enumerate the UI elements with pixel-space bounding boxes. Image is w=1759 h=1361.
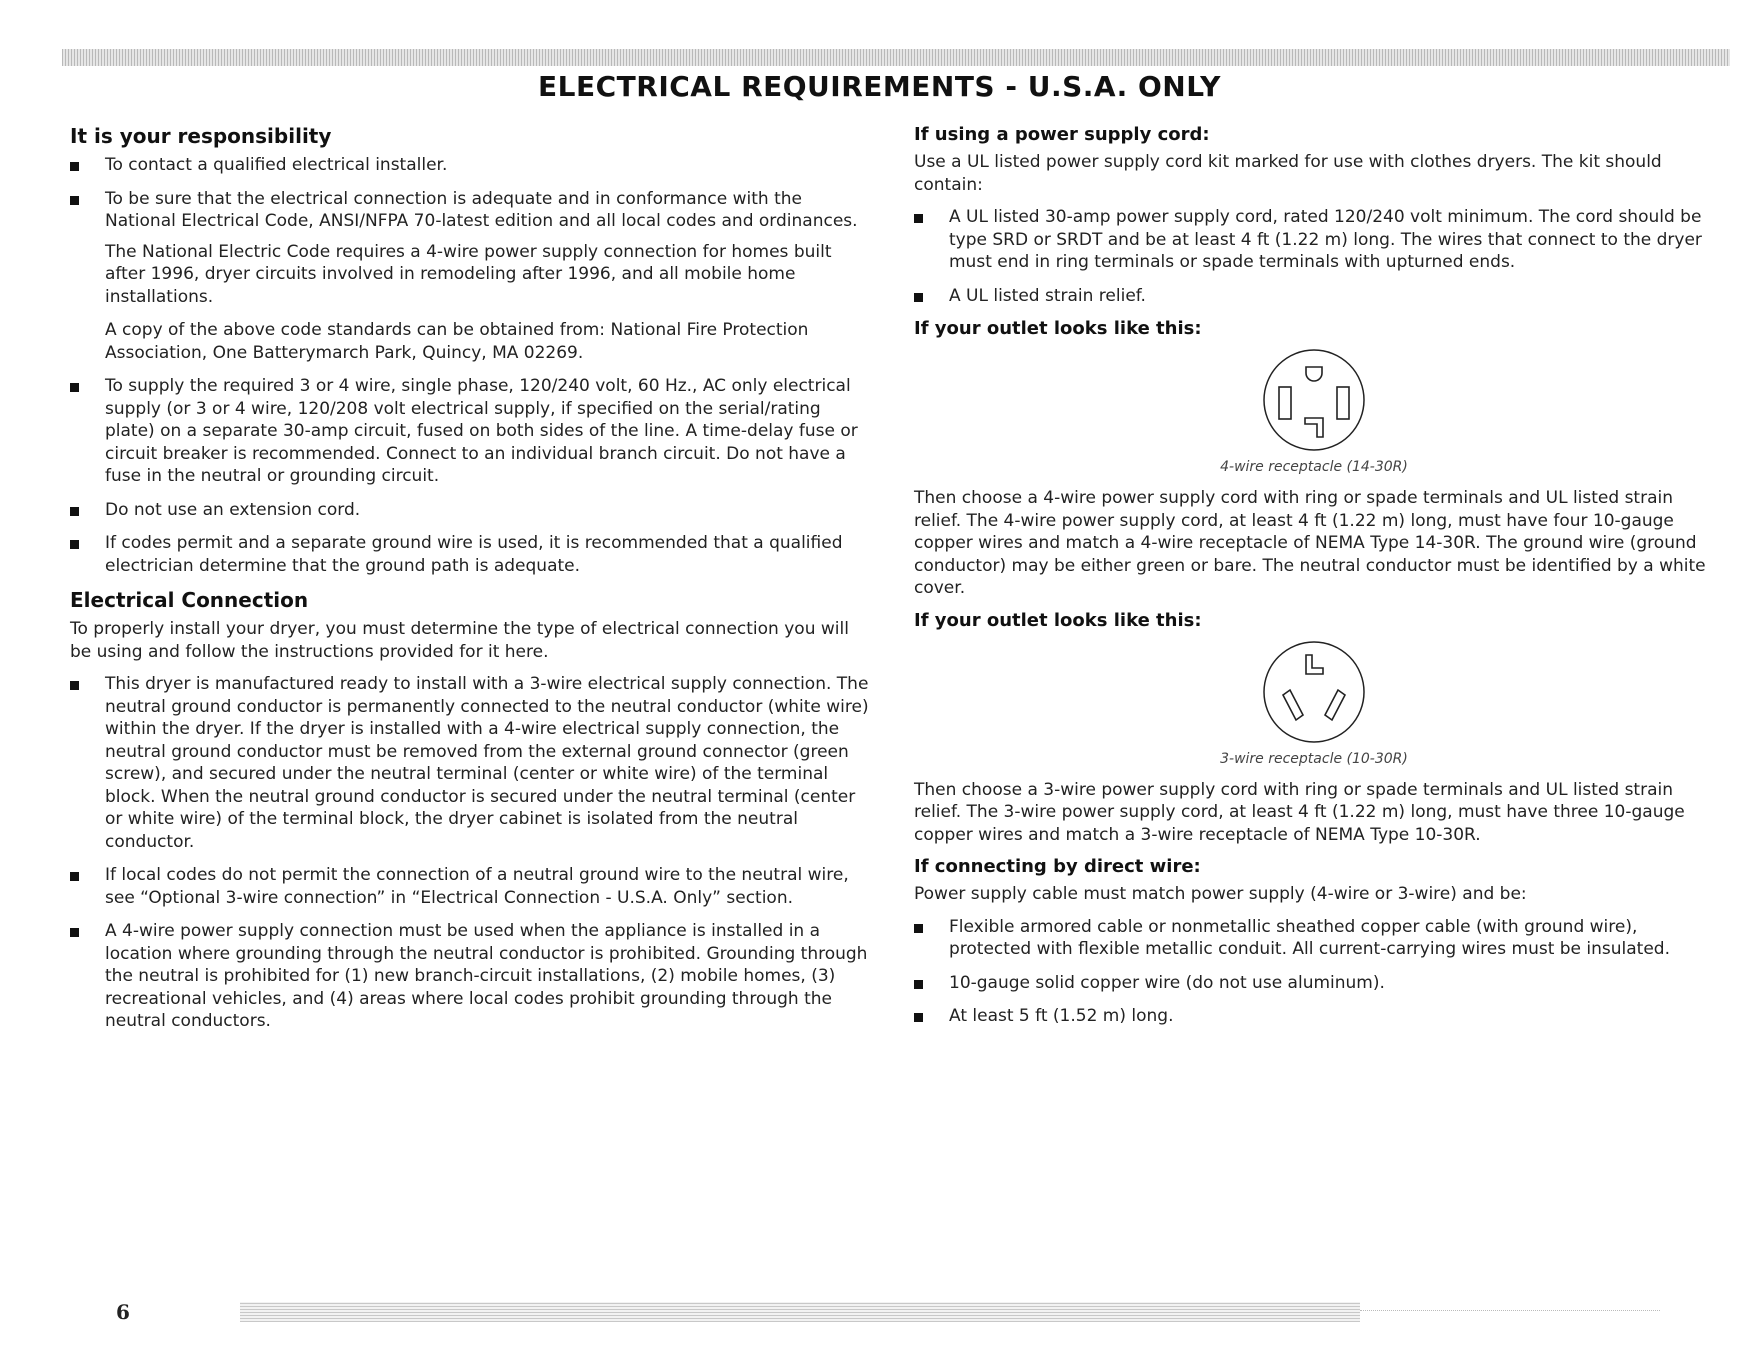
outlet-3wire-heading: If your outlet looks like this:	[914, 609, 1202, 631]
electrical-connection-list	[70, 673, 870, 1033]
responsibility-list-continued	[70, 375, 870, 577]
code-note: The National Electric Code requires a 4-wire power supply connection for homes built after 1996, dryer circuits involved in remodeling after 1996, and all mobile home installations.	[105, 241, 832, 307]
list-item: To be sure that the electrical connection is adequate and in conformance with the National Electrical Code, ANSI/NFPA 70-latest edition and all local codes and ordinances.	[70, 188, 870, 233]
list-item: A UL listed strain relief.	[914, 285, 1714, 308]
responsibility-heading: It is your responsibility	[70, 124, 332, 148]
list-item: At least 5 ft (1.52 m) long.	[914, 1005, 1714, 1028]
right-column	[914, 124, 1714, 1039]
list-item: A 4-wire power supply connection must be used when the appliance is installed in a location where grounding through the neutral conductor is prohibited. Grounding through the neutral is prohibited for (1) new branch-circuit installations, (2) mobile homes, (3) recreational vehicles, and (4) areas where local codes prohibit grounding through the neutral conductors.	[70, 920, 870, 1033]
list-item: 10-gauge solid copper wire (do not use aluminum).	[914, 972, 1714, 995]
power-cord-list	[914, 206, 1714, 307]
responsibility-list	[70, 154, 870, 233]
page-number: 6	[116, 1300, 130, 1324]
code-note: A copy of the above code standards can be obtained from: National Fire Protection Association, One Batterymarch Park, Quincy, MA 02269.	[105, 320, 809, 363]
list-item: This dryer is manufactured ready to install with a 3-wire electrical supply connection. The neutral ground conductor is permanently connected to the neutral conductor (white wire) within the dryer. If the dryer is installed with a 4-wire electrical supply connection, the neutral ground conductor must be removed from the external ground connector (green screw), and secured under the neutral terminal (center or white wire) of the terminal block. When the neutral ground conductor is secured under the neutral terminal (center or white wire) of the terminal block, the dryer cabinet is isolated from the neutral conductor.	[70, 673, 870, 853]
receptacle-4wire-icon	[1259, 345, 1369, 455]
list-item: To contact a qualified electrical installer.	[70, 154, 870, 177]
top-decorative-band	[62, 49, 1730, 66]
power-cord-heading: If using a power supply cord:	[914, 124, 1210, 145]
direct-wire-intro: Power supply cable must match power supply (4-wire or 3-wire) and be:	[914, 884, 1527, 904]
list-item: If codes permit and a separate ground wire is used, it is recommended that a qualified electrician determine that the ground path is adequate.	[70, 532, 870, 577]
list-item: Flexible armored cable or nonmetallic sheathed copper cable (with ground wire), protected with flexible metallic conduit. All current-carrying wires must be insulated.	[914, 916, 1714, 961]
receptacle-3wire-figure	[914, 637, 1714, 767]
electrical-connection-heading: Electrical Connection	[70, 588, 309, 612]
list-item: To supply the required 3 or 4 wire, single phase, 120/240 volt, 60 Hz., AC only electrical supply (or 3 or 4 wire, 120/208 volt electrical supply, if specified on the serial/rating plate) on a separate 30-amp circuit, fused on both sides of the line. A time-delay fuse or circuit breaker is recommended. Connect to an individual branch circuit. Do not have a fuse in the neutral or grounding circuit.	[70, 375, 870, 488]
bottom-dotted-rule	[1360, 1310, 1660, 1311]
receptacle-4wire-figure	[914, 345, 1714, 475]
list-item: If local codes do not permit the connection of a neutral ground wire to the neutral wire, see “Optional 3-wire connection” in “Electrical Connection - U.S.A. Only” section.	[70, 864, 870, 909]
bottom-decorative-band	[240, 1302, 1360, 1322]
list-item: Do not use an extension cord.	[70, 499, 870, 522]
direct-wire-list	[914, 916, 1714, 1028]
page-title: ELECTRICAL REQUIREMENTS - U.S.A. ONLY	[538, 70, 1221, 103]
electrical-connection-intro: To properly install your dryer, you must determine the type of electrical connection you will be using and follow the instructions provided for it here.	[70, 619, 849, 662]
receptacle-3wire-caption: 3-wire receptacle (10-30R)	[1220, 750, 1408, 767]
outlet-3wire-text: Then choose a 3-wire power supply cord with ring or spade terminals and UL listed strain relief. The 3-wire power supply cord, at least 4 ft (1.22 m) long, must have three 10-gauge copper wires and match a 3-wire receptacle of NEMA Type 10-30R.	[914, 779, 1685, 845]
list-item: A UL listed 30-amp power supply cord, rated 120/240 volt minimum. The cord should be type SRD or SRDT and be at least 4 ft (1.22 m) long. The wires that connect to the dryer must end in ring terminals or spade terminals with upturned ends.	[914, 206, 1714, 274]
direct-wire-heading: If connecting by direct wire:	[914, 856, 1201, 877]
power-cord-intro: Use a UL listed power supply cord kit marked for use with clothes dryers. The kit should contain:	[914, 152, 1662, 195]
outlet-4wire-heading: If your outlet looks like this:	[914, 318, 1202, 339]
receptacle-4wire-caption: 4-wire receptacle (14-30R)	[1220, 459, 1408, 475]
left-column	[70, 124, 870, 1044]
outlet-4wire-text: Then choose a 4-wire power supply cord with ring or spade terminals and UL listed strain relief. The 4-wire power supply cord, at least 4 ft (1.22 m) long, must have four 10-gauge copper wires and match a 4-wire receptacle of NEMA Type 14-30R. The ground wire (ground conductor) may be either green or bare. The neutral conductor must be identified by a white cover.	[914, 488, 1706, 598]
receptacle-3wire-icon	[1259, 637, 1369, 747]
